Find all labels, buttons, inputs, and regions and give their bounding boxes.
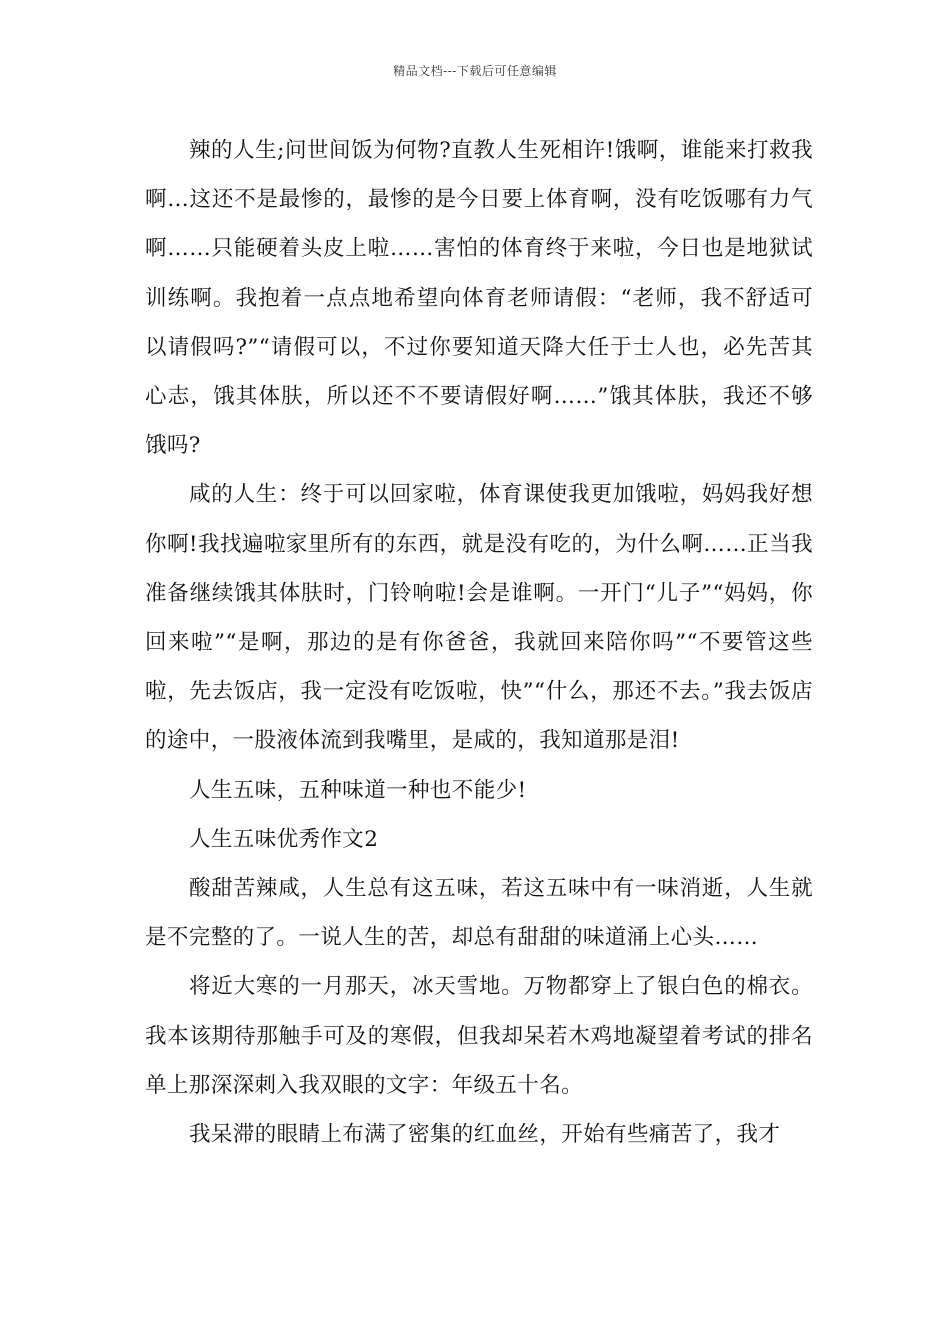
- document-body: [145, 126, 813, 1159]
- page-header: 精品文档---下载后可任意编辑: [393, 64, 557, 78]
- paragraph-spicy-life: 辣的人生;问世间饭为何物?直教人生死相许!饿啊，谁能来打救我啊…这还不是最惨的，最惨的是今日要上体育啊，没有吃饭哪有力气啊……只能硬着头皮上啦……害怕的体育终于来啦，今日也是地狱试训练啊。我抱着一点点地希望向体育老师请假：“老师，我不舒适可以请假吗?”“请假可以，不过你要知道天降大任于士人也，必先苦其心志，饿其体肤，所以还不不要请假好啊……”饿其体肤，我还不够饿吗?: [145, 138, 813, 459]
- paragraph-essay2-eyes: 我呆滞的眼睛上布满了密集的红血丝，开始有些痛苦了，我才: [189, 1122, 781, 1148]
- paragraph-salty-life: 咸的人生：终于可以回家啦，体育课使我更加饿啦，妈妈我好想你啊!我找遍啦家里所有的东西，就是没有吃的，为什么啊……正当我准备继续饿其体肤时，门铃响啦!会是谁啊。一开门“儿子”“妈妈，你回来啦”“是啊，那边的是有你爸爸，我就回来陪你吗”“不要管这些啦，先去饭店，我一定没有吃饭啦，快”“什么，那还不去。”我去饭店的途中，一股液体流到我嘴里，是咸的，我知道那是泪!: [145, 482, 813, 754]
- paragraph-five-flavors-conclusion: 人生五味，五种味道一种也不能少!: [189, 777, 527, 803]
- paragraph-essay2-winter: 将近大寒的一月那天，冰天雪地。万物都穿上了银白色的棉衣。我本该期待那触手可及的寒假，但我却呆若木鸡地凝望着考试的排名单上那深深刺入我双眼的文字：年级五十名。: [145, 974, 813, 1098]
- paragraph-essay2-intro: 酸甜苦辣咸，人生总有这五味，若这五味中有一味消逝，人生就是不完整的了。一说人生的苦，却总有甜甜的味道涌上心头……: [145, 876, 813, 951]
- essay-subtitle: 人生五味优秀作文2: [189, 826, 379, 852]
